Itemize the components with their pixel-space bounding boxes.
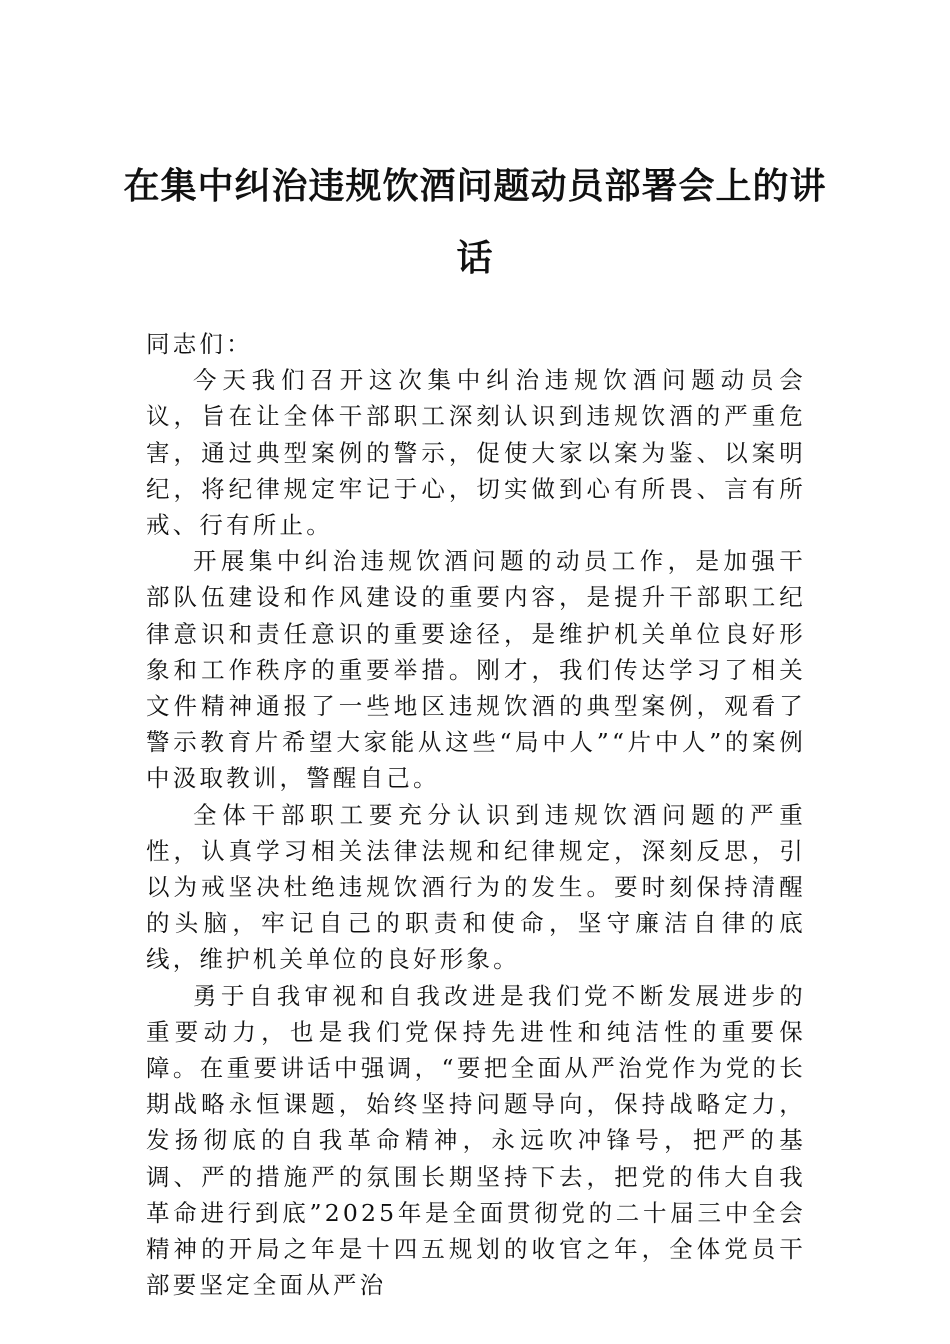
paragraph-1: 今天我们召开这次集中纠治违规饮酒问题动员会议，旨在让全体干部职工深刻认识到违规饮酒的严重危害，通过典型案例的警示，促使大家以案为鉴、以案明纪，将纪律规定牢记于心，切实做到心有所畏、言有所戒、行有所止。 — [146, 366, 806, 540]
document-title: 在集中纠治违规饮酒问题动员部署会上的讲话 — [123, 165, 827, 279]
paragraph-4: 勇于自我审视和自我改进是我们党不断发展进步的重要动力，也是我们党保持先进性和纯洁性的重要保障。在重要讲话中强调，“要把全面从严治党作为党的长期战略永恒课题，始终坚持问题导向，保持战略定力，发扬彻底的自我革命精神，永远吹冲锋号，把严的基调、严的措施严的氛围长期坚持下去，把党的伟大自我革命进行到底”2025年是全面贯彻党的二十届三中全会精神的开局之年是十四五规划的收官之年，全体党员干部要坚定全面从严治 — [146, 981, 806, 1300]
paragraph-3: 全体干部职工要充分认识到违规饮酒问题的严重性，认真学习相关法律法规和纪律规定，深刻反思，引以为戒坚决杜绝违规饮酒行为的发生。要时刻保持清醒的头脑，牢记自己的职责和使命，坚守廉洁自律的底线，维护机关单位的良好形象。 — [146, 800, 806, 974]
salutation: 同志们： — [146, 330, 253, 358]
document-body — [146, 326, 806, 1303]
paragraph-2: 开展集中纠治违规饮酒问题的动员工作，是加强干部队伍建设和作风建设的重要内容，是提升干部职工纪律意识和责任意识的重要途径，是维护机关单位良好形象和工作秩序的重要举措。刚才，我们传达学习了相关文件精神通报了一些地区违规饮酒的典型案例，观看了警示教育片希望大家能从这些“局中人”“片中人”的案例中汲取教训，警醒自己。 — [146, 547, 806, 793]
